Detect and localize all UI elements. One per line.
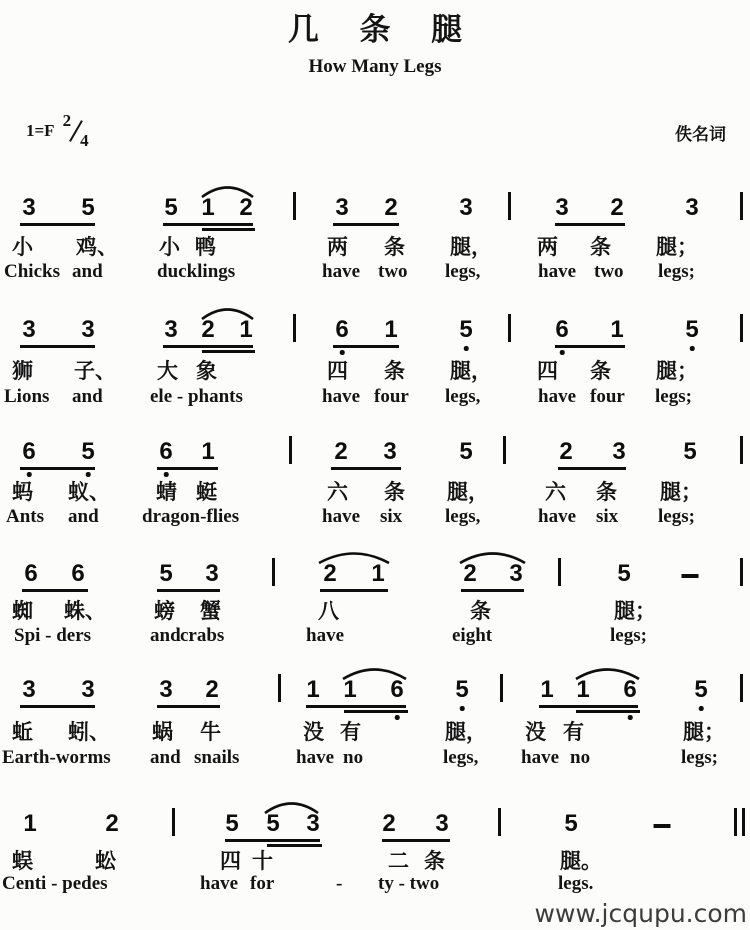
note: 1 bbox=[23, 810, 37, 837]
note: 6 bbox=[623, 676, 637, 703]
system-1-lyrics-en bbox=[0, 261, 750, 289]
note: 3 bbox=[22, 194, 36, 221]
lyric-zh: 有 bbox=[563, 721, 584, 744]
note: 5 bbox=[617, 560, 631, 587]
lyric-en: legs; bbox=[610, 625, 647, 646]
lyric-en: have bbox=[200, 873, 238, 894]
note: 1 bbox=[371, 560, 385, 587]
lyric-en: legs. bbox=[558, 873, 594, 894]
lyric-zh: 条 bbox=[384, 236, 405, 259]
lyric-en: have bbox=[521, 747, 559, 768]
note: 3 bbox=[612, 438, 626, 465]
lyric-zh: 两 bbox=[327, 236, 348, 259]
lyric-en: Spi - ders bbox=[14, 625, 92, 646]
lyric-zh: 牛 bbox=[200, 721, 221, 744]
lyric-zh: 腿； bbox=[656, 360, 698, 383]
lyric-en: have bbox=[322, 386, 360, 407]
lyric-zh: 小 bbox=[159, 236, 180, 259]
bar-line bbox=[503, 436, 506, 464]
bar-line bbox=[740, 674, 743, 702]
note: 6 bbox=[159, 438, 173, 465]
lyric-en: and bbox=[72, 386, 103, 407]
note: 1 bbox=[610, 316, 624, 343]
note: 3 bbox=[164, 316, 178, 343]
lyric-en: crabs bbox=[180, 625, 225, 646]
octave-dot bbox=[464, 346, 469, 351]
lyric-en: Centi - pedes bbox=[2, 873, 108, 894]
note: 2 bbox=[559, 438, 573, 465]
note: 1 bbox=[343, 676, 357, 703]
lyric-zh: 条 bbox=[590, 360, 611, 383]
beam bbox=[382, 839, 450, 842]
lyric-zh: 条 bbox=[470, 600, 491, 623]
lyric-zh: 没 bbox=[303, 721, 324, 744]
note: 6 bbox=[390, 676, 404, 703]
lyric-zh: 蚯 bbox=[12, 721, 33, 744]
lyric-en: legs; bbox=[658, 506, 695, 527]
system-4-lyrics-zh bbox=[0, 595, 750, 623]
lyric-zh: 腿； bbox=[656, 236, 698, 259]
time-signature-denominator: 4 bbox=[80, 131, 89, 150]
beam bbox=[157, 467, 218, 470]
note: 5 bbox=[159, 560, 173, 587]
lyric-zh: 六 bbox=[545, 481, 566, 504]
key-signature: 1=F bbox=[26, 121, 55, 140]
lyric-zh: 腿， bbox=[450, 236, 492, 259]
system-3-lyrics-en bbox=[0, 506, 750, 534]
lyric-zh: 鸡、 bbox=[76, 236, 118, 259]
lyric-en: dragon-flies bbox=[142, 506, 240, 527]
beam bbox=[555, 345, 625, 348]
lyric-en: have bbox=[538, 261, 576, 282]
lyric-en: have bbox=[306, 625, 344, 646]
lyric-zh: 腿； bbox=[614, 600, 656, 623]
beam bbox=[320, 589, 388, 592]
system-6-lyrics-zh bbox=[0, 845, 750, 873]
lyric-en: two bbox=[594, 261, 624, 282]
bar-line bbox=[558, 558, 561, 586]
beam bbox=[333, 345, 399, 348]
note: 3 bbox=[555, 194, 569, 221]
note: 2 bbox=[105, 810, 119, 837]
lyric-en: and bbox=[68, 506, 99, 527]
lyric-en: - bbox=[336, 873, 343, 894]
lyric-zh: 狮 bbox=[12, 360, 33, 383]
beam bbox=[20, 345, 95, 348]
lyric-zh: 六 bbox=[327, 481, 348, 504]
beam bbox=[555, 223, 625, 226]
lyric-zh: 腿； bbox=[683, 721, 725, 744]
note: 6 bbox=[24, 560, 38, 587]
note: 2 bbox=[382, 810, 396, 837]
lyric-zh: 象 bbox=[196, 360, 217, 383]
note: 1 bbox=[540, 676, 554, 703]
bar-line bbox=[498, 808, 501, 836]
lyric-en: legs; bbox=[658, 261, 695, 282]
note: 3 bbox=[306, 810, 320, 837]
note: 3 bbox=[81, 676, 95, 703]
note: 3 bbox=[383, 438, 397, 465]
lyric-en: have bbox=[322, 261, 360, 282]
beam bbox=[225, 839, 320, 842]
note: 6 bbox=[22, 438, 36, 465]
lyric-en: four bbox=[590, 386, 625, 407]
lyric-en: and bbox=[72, 261, 103, 282]
bar-line bbox=[278, 674, 281, 702]
beam bbox=[539, 705, 638, 708]
octave-dot bbox=[690, 346, 695, 351]
system-6-lyrics-en bbox=[0, 873, 750, 901]
note: 3 bbox=[81, 316, 95, 343]
lyric-en: ele - phants bbox=[150, 386, 243, 407]
lyric-en: Lions bbox=[4, 386, 50, 407]
lyric-zh: 蚣 bbox=[95, 850, 116, 873]
bar-line bbox=[293, 192, 296, 220]
note: 1 bbox=[239, 316, 253, 343]
lyric-zh: 蜓 bbox=[196, 481, 217, 504]
lyric-zh: 蟹 bbox=[200, 600, 221, 623]
lyric-zh: 有 bbox=[340, 721, 361, 744]
lyric-en: six bbox=[596, 506, 619, 527]
note: 5 bbox=[685, 316, 699, 343]
beam bbox=[576, 710, 640, 713]
lyric-zh: 条 bbox=[590, 236, 611, 259]
lyric-en: legs, bbox=[443, 747, 479, 768]
bar-line bbox=[272, 558, 275, 586]
system-5-lyrics-en bbox=[0, 747, 750, 775]
lyric-en: legs; bbox=[655, 386, 692, 407]
lyric-en: no bbox=[343, 747, 364, 768]
bar-line bbox=[740, 558, 743, 586]
lyric-en: for bbox=[250, 873, 275, 894]
bar-line bbox=[289, 436, 292, 464]
octave-dot bbox=[560, 350, 565, 355]
lyric-en: legs, bbox=[445, 506, 481, 527]
lyric-en: have bbox=[538, 386, 576, 407]
lyric-en: have bbox=[322, 506, 360, 527]
lyric-zh: 条 bbox=[596, 481, 617, 504]
lyric-en: ducklings bbox=[157, 261, 236, 282]
system-1-lyrics-zh bbox=[0, 231, 750, 259]
note: 5 bbox=[564, 810, 578, 837]
note: 2 bbox=[463, 560, 477, 587]
octave-dot bbox=[699, 706, 704, 711]
beam bbox=[202, 350, 255, 353]
note: 5 bbox=[164, 194, 178, 221]
note: 2 bbox=[201, 316, 215, 343]
bar-line bbox=[293, 314, 296, 342]
lyric-zh: 四 bbox=[327, 360, 348, 383]
lyric-zh: 腿， bbox=[450, 360, 492, 383]
lyric-en: no bbox=[570, 747, 591, 768]
lyric-en: have bbox=[538, 506, 576, 527]
beam bbox=[558, 467, 626, 470]
lyric-en: six bbox=[380, 506, 403, 527]
lyric-zh: 两 bbox=[537, 236, 558, 259]
lyric-en: legs; bbox=[681, 747, 718, 768]
signature-block bbox=[26, 111, 89, 150]
note: 2 bbox=[384, 194, 398, 221]
note: 2 bbox=[239, 194, 253, 221]
beam bbox=[333, 223, 399, 226]
note: 3 bbox=[22, 316, 36, 343]
lyric-en: eight bbox=[452, 625, 493, 646]
watermark-url: www.jcqupu.com bbox=[534, 899, 747, 928]
beam bbox=[163, 345, 253, 348]
lyric-zh: 腿， bbox=[445, 721, 487, 744]
note: 5 bbox=[694, 676, 708, 703]
note: 1 bbox=[306, 676, 320, 703]
lyric-zh: 四 bbox=[220, 850, 241, 873]
half-note-dash bbox=[654, 824, 671, 828]
lyric-en: legs, bbox=[445, 386, 481, 407]
lyric-zh: 蚁、 bbox=[68, 481, 110, 504]
credit-lyricist: 佚名词 bbox=[675, 125, 726, 144]
note: 3 bbox=[22, 676, 36, 703]
song-subtitle: How Many Legs bbox=[308, 56, 442, 77]
lyric-zh: 条 bbox=[384, 481, 405, 504]
lyric-zh: 小 bbox=[12, 236, 33, 259]
note: 5 bbox=[266, 810, 280, 837]
lyric-zh: 没 bbox=[525, 721, 546, 744]
lyric-zh: 蜻 bbox=[156, 481, 177, 504]
lyric-zh: 蚓、 bbox=[68, 721, 110, 744]
time-signature bbox=[62, 111, 89, 150]
lyric-zh: 条 bbox=[424, 850, 445, 873]
bar-line bbox=[740, 314, 743, 342]
note: 2 bbox=[205, 676, 219, 703]
bar-line bbox=[508, 314, 511, 342]
lyric-zh: 八 bbox=[318, 600, 339, 623]
lyric-en: and bbox=[150, 625, 181, 646]
note: 5 bbox=[459, 438, 473, 465]
system-5-lyrics-zh bbox=[0, 716, 750, 744]
note: 6 bbox=[555, 316, 569, 343]
system-3-lyrics-zh bbox=[0, 476, 750, 504]
system-2-lyrics-zh bbox=[0, 355, 750, 383]
lyric-zh: 条 bbox=[384, 360, 405, 383]
beam bbox=[20, 705, 95, 708]
bar-line bbox=[172, 808, 175, 836]
lyric-en: two bbox=[378, 261, 408, 282]
lyric-en: have bbox=[296, 747, 334, 768]
lyric-zh: 二 bbox=[388, 850, 409, 873]
note: 6 bbox=[335, 316, 349, 343]
lyric-zh: 鸭 bbox=[195, 236, 216, 259]
beam bbox=[331, 467, 401, 470]
bar-line bbox=[508, 192, 511, 220]
final-bar-line bbox=[734, 808, 745, 836]
lyric-zh: 蛛、 bbox=[64, 600, 106, 623]
lyric-zh: 大 bbox=[157, 360, 178, 383]
system-4-lyrics-en bbox=[0, 625, 750, 653]
note: 3 bbox=[685, 194, 699, 221]
note: 5 bbox=[81, 194, 95, 221]
lyric-zh: 腿。 bbox=[560, 850, 602, 873]
lyric-en: four bbox=[374, 386, 409, 407]
bar-line bbox=[500, 674, 503, 702]
note: 2 bbox=[610, 194, 624, 221]
lyric-zh: 蜗 bbox=[152, 721, 173, 744]
lyric-zh: 子、 bbox=[74, 360, 116, 383]
beam bbox=[344, 710, 408, 713]
note: 2 bbox=[334, 438, 348, 465]
octave-dot bbox=[460, 706, 465, 711]
note: 3 bbox=[335, 194, 349, 221]
lyric-zh: 四 bbox=[537, 360, 558, 383]
lyric-zh: 蜈 bbox=[12, 850, 33, 873]
note: 3 bbox=[509, 560, 523, 587]
note: 6 bbox=[71, 560, 85, 587]
note: 5 bbox=[81, 438, 95, 465]
lyric-en: snails bbox=[194, 747, 240, 768]
beam bbox=[306, 705, 406, 708]
beam bbox=[157, 589, 220, 592]
lyric-en: Chicks bbox=[4, 261, 60, 282]
half-note-dash bbox=[682, 574, 699, 578]
lyric-zh: 蜘 bbox=[12, 600, 33, 623]
beam bbox=[157, 705, 220, 708]
lyric-zh: 腿， bbox=[447, 481, 489, 504]
lyric-en: Ants bbox=[6, 506, 45, 527]
lyric-zh: 十 bbox=[252, 850, 273, 873]
note: 2 bbox=[323, 560, 337, 587]
note: 1 bbox=[576, 676, 590, 703]
note: 5 bbox=[455, 676, 469, 703]
bar-line bbox=[740, 436, 743, 464]
note: 3 bbox=[435, 810, 449, 837]
lyric-en: Earth-worms bbox=[2, 747, 111, 768]
song-title: 几 条 腿 bbox=[287, 12, 479, 47]
lyric-en: legs, bbox=[445, 261, 481, 282]
lyric-en: and bbox=[150, 747, 181, 768]
beam bbox=[20, 223, 95, 226]
system-2-lyrics-en bbox=[0, 386, 750, 414]
beam bbox=[461, 589, 524, 592]
note: 1 bbox=[384, 316, 398, 343]
note: 3 bbox=[159, 676, 173, 703]
note: 5 bbox=[683, 438, 697, 465]
note: 3 bbox=[459, 194, 473, 221]
beam bbox=[20, 467, 95, 470]
beam bbox=[163, 223, 253, 226]
lyric-zh: 螃 bbox=[154, 600, 175, 623]
note: 5 bbox=[225, 810, 239, 837]
lyric-en: ty - two bbox=[378, 873, 440, 894]
note: 1 bbox=[201, 194, 215, 221]
beam bbox=[22, 589, 88, 592]
time-signature-numerator: 2 bbox=[62, 111, 72, 130]
octave-dot bbox=[340, 350, 345, 355]
note: 1 bbox=[201, 438, 215, 465]
note: 3 bbox=[205, 560, 219, 587]
note: 5 bbox=[459, 316, 473, 343]
lyric-zh: 蚂 bbox=[12, 481, 33, 504]
lyric-zh: 腿； bbox=[660, 481, 702, 504]
bar-line bbox=[740, 192, 743, 220]
